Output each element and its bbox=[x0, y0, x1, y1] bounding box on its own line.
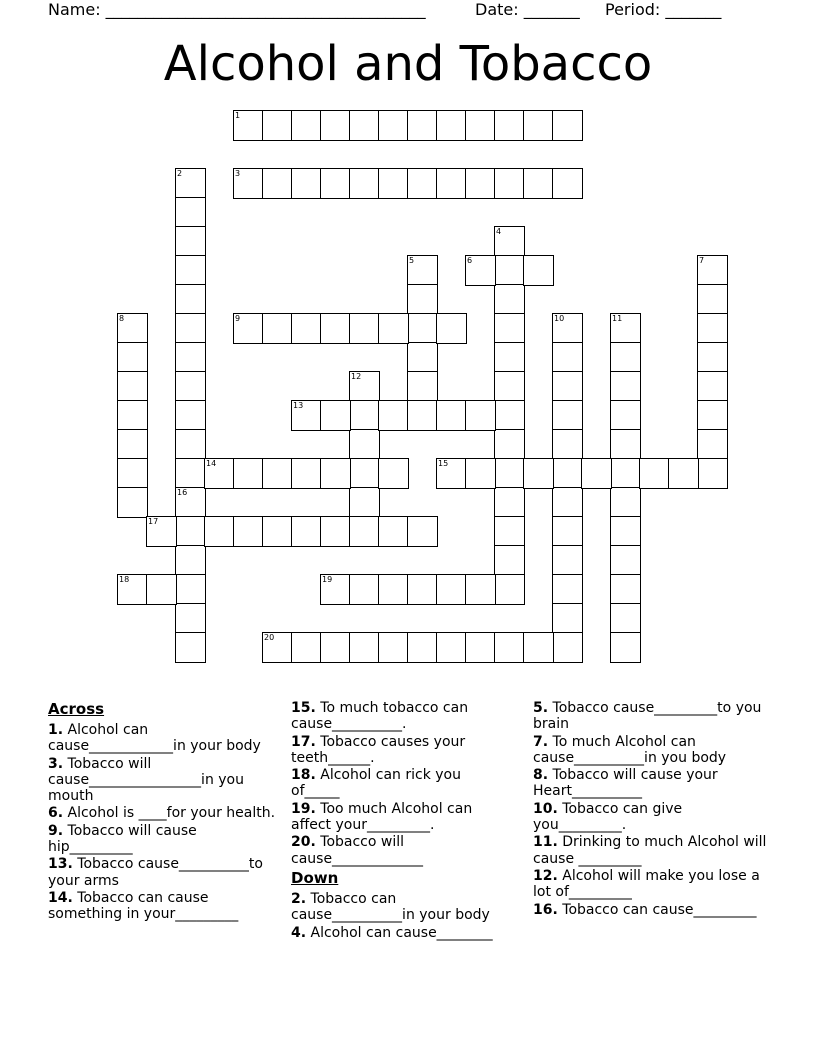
grid-cell[interactable] bbox=[523, 255, 554, 286]
clue-number: 15 bbox=[438, 459, 449, 468]
grid-cell[interactable] bbox=[407, 632, 438, 663]
grid-cell[interactable] bbox=[175, 313, 206, 344]
page-title: Alcohol and Tobacco bbox=[163, 36, 653, 92]
grid-cell[interactable] bbox=[610, 632, 641, 663]
grid-cell[interactable] bbox=[349, 110, 380, 141]
period-field[interactable]: Period: _______ bbox=[605, 0, 722, 19]
grid-cell[interactable] bbox=[117, 574, 148, 605]
grid-cell[interactable] bbox=[552, 632, 583, 663]
grid-cell[interactable] bbox=[494, 371, 525, 402]
grid-cell[interactable] bbox=[175, 487, 206, 518]
grid-cell[interactable] bbox=[175, 516, 206, 547]
grid-cell[interactable] bbox=[494, 342, 525, 373]
grid-cell[interactable] bbox=[407, 110, 438, 141]
grid-cell[interactable] bbox=[233, 110, 264, 141]
grid-cell[interactable] bbox=[494, 545, 525, 576]
grid-cell[interactable] bbox=[523, 110, 554, 141]
clue-down-11: 11. Drinking to much Alcohol will cause _________ bbox=[533, 834, 767, 867]
grid-cell[interactable] bbox=[494, 458, 525, 489]
grid-cell[interactable] bbox=[262, 458, 293, 489]
grid-cell[interactable] bbox=[494, 487, 525, 518]
grid-cell[interactable] bbox=[175, 400, 206, 431]
clue-number: 18 bbox=[119, 575, 130, 584]
clue-number: 20 bbox=[264, 633, 275, 642]
name-field[interactable]: Name: ________________________________________ bbox=[48, 0, 426, 19]
grid-cell[interactable] bbox=[552, 110, 583, 141]
grid-cell[interactable] bbox=[349, 632, 380, 663]
grid-cell[interactable] bbox=[465, 400, 496, 431]
grid-cell[interactable] bbox=[117, 487, 148, 518]
grid-cell[interactable] bbox=[146, 516, 177, 547]
grid-cell[interactable] bbox=[436, 110, 467, 141]
grid-cell[interactable] bbox=[610, 603, 641, 634]
grid-cell[interactable] bbox=[436, 574, 467, 605]
clues-column-3 bbox=[533, 700, 768, 919]
clue-number: 14 bbox=[206, 459, 217, 468]
grid-cell[interactable] bbox=[320, 400, 351, 431]
clue-number: 4 bbox=[496, 227, 502, 236]
grid-cell[interactable] bbox=[204, 516, 235, 547]
grid-cell[interactable] bbox=[233, 516, 264, 547]
clue-number: 11 bbox=[612, 314, 623, 323]
grid-cell[interactable] bbox=[610, 574, 641, 605]
clue-number: 19 bbox=[322, 575, 333, 584]
grid-cell[interactable] bbox=[668, 458, 699, 489]
clue-number: 13 bbox=[293, 401, 304, 410]
clue-across-19: 19. Too much Alcohol can affect your_________. bbox=[291, 800, 473, 834]
grid-cell[interactable] bbox=[465, 458, 496, 489]
grid-cell[interactable] bbox=[407, 400, 438, 431]
date-field[interactable]: Date: _______ bbox=[475, 0, 580, 19]
clue-number: 17 bbox=[148, 517, 159, 526]
grid-cell[interactable] bbox=[552, 603, 583, 634]
grid-cell[interactable] bbox=[146, 574, 177, 605]
grid-cell[interactable] bbox=[117, 371, 148, 402]
grid-cell[interactable] bbox=[291, 632, 322, 663]
grid-cell[interactable] bbox=[697, 429, 728, 460]
grid-cell[interactable] bbox=[175, 632, 206, 663]
clue-number: 2 bbox=[177, 169, 183, 178]
grid-cell[interactable] bbox=[262, 632, 293, 663]
grid-cell[interactable] bbox=[407, 313, 438, 344]
clue-number: 12 bbox=[351, 372, 362, 381]
grid-cell[interactable] bbox=[436, 313, 467, 344]
grid-cell[interactable] bbox=[610, 545, 641, 576]
grid-cell[interactable] bbox=[494, 255, 525, 286]
grid-cell[interactable] bbox=[407, 168, 438, 199]
grid-cell[interactable] bbox=[523, 458, 554, 489]
grid-cell[interactable] bbox=[552, 574, 583, 605]
grid-cell[interactable] bbox=[407, 284, 438, 315]
grid-cell[interactable] bbox=[175, 226, 206, 257]
clue-down-7: 7. To much Alcohol can cause__________in you body bbox=[533, 733, 727, 766]
grid-cell[interactable] bbox=[494, 284, 525, 315]
grid-cell[interactable] bbox=[349, 487, 380, 518]
grid-cell[interactable] bbox=[697, 400, 728, 431]
grid-cell[interactable] bbox=[552, 429, 583, 460]
grid-cell[interactable] bbox=[407, 371, 438, 402]
clue-down-16: 16. Tobacco can cause_________ bbox=[533, 901, 757, 918]
grid-cell[interactable] bbox=[436, 400, 467, 431]
clue-down-4: 4. Alcohol can cause________ bbox=[291, 924, 493, 941]
grid-cell[interactable] bbox=[175, 284, 206, 315]
clue-number: 8 bbox=[119, 314, 125, 323]
grid-cell[interactable] bbox=[436, 632, 467, 663]
grid-cell[interactable] bbox=[610, 458, 641, 489]
grid-cell[interactable] bbox=[262, 516, 293, 547]
grid-cell[interactable] bbox=[494, 400, 525, 431]
grid-cell[interactable] bbox=[378, 632, 409, 663]
grid-cell[interactable] bbox=[465, 110, 496, 141]
grid-cell[interactable] bbox=[610, 371, 641, 402]
grid-cell[interactable] bbox=[407, 342, 438, 373]
grid-cell[interactable] bbox=[175, 342, 206, 373]
grid-cell[interactable] bbox=[697, 371, 728, 402]
grid-cell[interactable] bbox=[610, 313, 641, 344]
grid-cell[interactable] bbox=[175, 458, 206, 489]
grid-cell[interactable] bbox=[117, 458, 148, 489]
grid-cell[interactable] bbox=[117, 313, 148, 344]
grid-cell[interactable] bbox=[204, 458, 235, 489]
grid-cell[interactable] bbox=[436, 458, 467, 489]
grid-cell[interactable] bbox=[552, 371, 583, 402]
across-heading: Across bbox=[48, 700, 105, 718]
grid-cell[interactable] bbox=[291, 400, 322, 431]
grid-cell[interactable] bbox=[117, 400, 148, 431]
grid-cell[interactable] bbox=[291, 110, 322, 141]
grid-cell[interactable] bbox=[552, 458, 583, 489]
grid-cell[interactable] bbox=[378, 574, 409, 605]
grid-cell[interactable] bbox=[320, 516, 351, 547]
grid-cell[interactable] bbox=[610, 487, 641, 518]
clue-across-13: 13. Tobacco cause__________to your arms bbox=[48, 856, 263, 889]
grid-cell[interactable] bbox=[465, 632, 496, 663]
grid-cell[interactable] bbox=[697, 255, 728, 286]
grid-cell[interactable] bbox=[291, 516, 322, 547]
grid-cell[interactable] bbox=[117, 429, 148, 460]
grid-cell[interactable] bbox=[262, 168, 293, 199]
grid-cell[interactable] bbox=[610, 400, 641, 431]
grid-cell[interactable] bbox=[233, 168, 264, 199]
grid-cell[interactable] bbox=[233, 458, 264, 489]
grid-cell[interactable] bbox=[349, 574, 380, 605]
grid-cell[interactable] bbox=[378, 313, 409, 344]
grid-cell[interactable] bbox=[175, 371, 206, 402]
grid-cell[interactable] bbox=[436, 168, 467, 199]
clue-number: 1 bbox=[235, 111, 241, 120]
grid-cell[interactable] bbox=[697, 284, 728, 315]
grid-cell[interactable] bbox=[494, 574, 525, 605]
grid-cell[interactable] bbox=[494, 168, 525, 199]
grid-cell[interactable] bbox=[581, 458, 612, 489]
grid-cell[interactable] bbox=[175, 255, 206, 286]
grid-cell[interactable] bbox=[175, 168, 206, 199]
clues-column-2 bbox=[291, 700, 506, 942]
clue-number: 10 bbox=[554, 314, 565, 323]
grid-cell[interactable] bbox=[552, 516, 583, 547]
grid-cell[interactable] bbox=[175, 545, 206, 576]
grid-cell[interactable] bbox=[552, 400, 583, 431]
grid-cell[interactable] bbox=[610, 429, 641, 460]
grid-cell[interactable] bbox=[552, 545, 583, 576]
grid-cell[interactable] bbox=[407, 255, 438, 286]
clue-number: 9 bbox=[235, 314, 241, 323]
down-heading: Down bbox=[291, 868, 339, 887]
grid-cell[interactable] bbox=[291, 168, 322, 199]
grid-cell[interactable] bbox=[610, 342, 641, 373]
grid-cell[interactable] bbox=[320, 458, 351, 489]
grid-cell[interactable] bbox=[378, 516, 409, 547]
clue-across-9: 9. Tobacco will cause hip_________ bbox=[48, 822, 197, 856]
grid-cell[interactable] bbox=[349, 371, 380, 402]
grid-cell[interactable] bbox=[291, 313, 322, 344]
grid-cell[interactable] bbox=[494, 313, 525, 344]
grid-cell[interactable] bbox=[610, 516, 641, 547]
grid-cell[interactable] bbox=[349, 516, 380, 547]
grid-cell[interactable] bbox=[697, 458, 728, 489]
grid-cell[interactable] bbox=[320, 574, 351, 605]
grid-cell[interactable] bbox=[378, 110, 409, 141]
grid-cell[interactable] bbox=[639, 458, 670, 489]
grid-cell[interactable] bbox=[552, 487, 583, 518]
clue-down-8: 8. Tobacco will cause your Heart__________ bbox=[533, 767, 718, 800]
clue-down-12: 12. Alcohol will make you lose a lot of_________ bbox=[533, 867, 760, 901]
grid-cell[interactable] bbox=[175, 197, 206, 228]
grid-cell[interactable] bbox=[349, 313, 380, 344]
grid-cell[interactable] bbox=[262, 313, 293, 344]
grid-cell[interactable] bbox=[697, 313, 728, 344]
grid-cell[interactable] bbox=[175, 574, 206, 605]
clue-across-14: 14. Tobacco can cause something in your_________ bbox=[48, 889, 239, 923]
clue-across-6: 6. Alcohol is ____for your health. bbox=[48, 805, 276, 822]
clue-across-18: 18. Alcohol can rick you of_____ bbox=[291, 767, 461, 800]
grid-cell[interactable] bbox=[349, 400, 380, 431]
clue-down-10: 10. Tobacco can give you_________. bbox=[533, 800, 683, 834]
clue-down-5: 5. Tobacco cause_________to you brain bbox=[533, 700, 762, 733]
grid-cell[interactable] bbox=[349, 429, 380, 460]
clue-across-1: 1. Alcohol can cause____________in your body bbox=[48, 722, 261, 755]
clue-number: 6 bbox=[467, 256, 473, 265]
clues-column-1 bbox=[48, 700, 278, 924]
grid-cell[interactable] bbox=[349, 168, 380, 199]
grid-cell[interactable] bbox=[465, 168, 496, 199]
clue-number: 3 bbox=[235, 169, 241, 178]
grid-cell[interactable] bbox=[494, 632, 525, 663]
grid-cell[interactable] bbox=[291, 458, 322, 489]
grid-cell[interactable] bbox=[494, 516, 525, 547]
grid-cell[interactable] bbox=[465, 255, 496, 286]
header-fields bbox=[48, 0, 768, 22]
clue-number: 16 bbox=[177, 488, 188, 497]
grid-cell[interactable] bbox=[407, 516, 438, 547]
grid-cell[interactable] bbox=[320, 632, 351, 663]
grid-cell[interactable] bbox=[378, 458, 409, 489]
grid-cell[interactable] bbox=[697, 342, 728, 373]
clue-across-3: 3. Tobacco will cause________________in you mouth bbox=[48, 755, 244, 805]
grid-cell[interactable] bbox=[175, 429, 206, 460]
grid-cell[interactable] bbox=[494, 429, 525, 460]
clue-across-17: 17. Tobacco causes your teeth______. bbox=[291, 733, 466, 766]
grid-cell[interactable] bbox=[320, 313, 351, 344]
grid-cell[interactable] bbox=[407, 574, 438, 605]
grid-cell[interactable] bbox=[175, 603, 206, 634]
grid-cell[interactable] bbox=[320, 168, 351, 199]
grid-cell[interactable] bbox=[552, 168, 583, 199]
clue-across-20: 20. Tobacco will cause_____________ bbox=[291, 834, 424, 867]
grid-cell[interactable] bbox=[262, 110, 293, 141]
grid-cell[interactable] bbox=[378, 168, 409, 199]
grid-cell[interactable] bbox=[494, 226, 525, 257]
grid-cell[interactable] bbox=[465, 574, 496, 605]
clue-across-15: 15. To much tobacco can cause__________. bbox=[291, 700, 469, 733]
grid-cell[interactable] bbox=[117, 342, 148, 373]
grid-cell[interactable] bbox=[320, 110, 351, 141]
clue-number: 5 bbox=[409, 256, 415, 265]
grid-cell[interactable] bbox=[523, 168, 554, 199]
grid-cell[interactable] bbox=[523, 632, 554, 663]
clue-number: 7 bbox=[699, 256, 705, 265]
grid-cell[interactable] bbox=[378, 400, 409, 431]
grid-cell[interactable] bbox=[349, 458, 380, 489]
clue-down-2: 2. Tobacco can cause__________in your body bbox=[291, 890, 490, 924]
grid-cell[interactable] bbox=[494, 110, 525, 141]
grid-cell[interactable] bbox=[552, 313, 583, 344]
grid-cell[interactable] bbox=[233, 313, 264, 344]
grid-cell[interactable] bbox=[552, 342, 583, 373]
